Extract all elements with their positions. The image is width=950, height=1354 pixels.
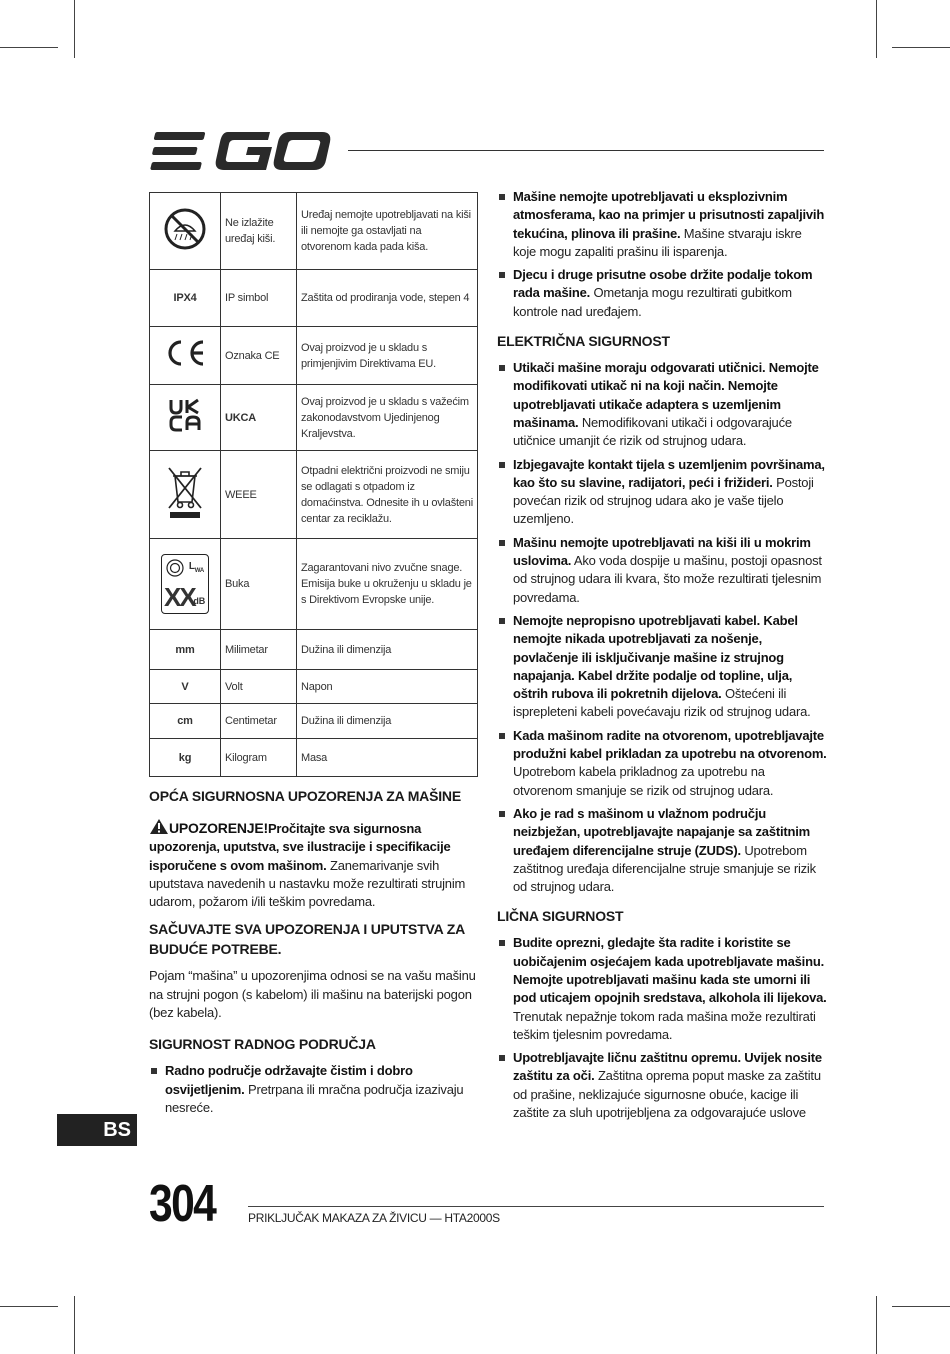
symbol-cell: kg — [150, 739, 221, 777]
item-text: Ako voda dospije u mašinu, postoji opasnost od strujnog udara ili kvara, što može rezultirati tjelesnim povredama. — [513, 553, 822, 605]
warning-paragraph — [149, 818, 477, 911]
symbol-description: Zaštita od prodiranja vode, stepen 4 — [297, 270, 478, 327]
symbol-name: Kilogram — [221, 739, 297, 777]
item-bold: Ako je rad s mašinom u vlažnom području neizbježan, upotrebljavajte napajanje sa zaštitnim uređajem diferencijalne struje (ZUDS). — [513, 805, 811, 858]
symbol-cell: cm — [150, 704, 221, 739]
item-text: Pretrpana ili mračna područja izazivaju nesreće. — [165, 1081, 464, 1115]
list-item — [497, 266, 827, 321]
item-bold: Budite oprezni, gledajte šta radite i koristite se uobičajenim osjećajem kada upotrebljavate mašinu. Nemojte upotrebljavati mašinu kada ste umorni ili pod uticajem opojnih sredstava, alkohola ili lijekova. — [513, 935, 827, 1006]
top-list — [497, 188, 827, 321]
table-row — [150, 704, 478, 739]
section-heading: LIČNA SIGURNOST — [497, 908, 624, 925]
symbol-cell — [150, 451, 221, 539]
item-bold: Djecu i druge prisutne osobe držite podalje tokom rada mašine. — [513, 267, 813, 301]
item-text: Trenutak nepažnje tokom rada mašina može rezultirati teškim tjelesnim povredama. — [513, 1008, 816, 1042]
electric-list — [497, 359, 827, 896]
weee-bin-icon — [165, 464, 205, 520]
table-row — [150, 670, 478, 704]
crop-mark — [892, 47, 950, 48]
ukca-mark-icon — [168, 398, 202, 432]
table-row — [150, 327, 478, 385]
symbol-description: Otpadni električni proizvodi ne smiju se odlagati s otpadom iz domaćinstva. Odnesite ih u ovlašteni centar za reciklažu. — [297, 451, 478, 539]
item-bold: Utikači mašine moraju odgovarati utičnici. Nemojte modifikovati utikač ni na koji način. Nemojte upotrebljavati utikače adaptera s uzemljenim mašinama. — [513, 360, 819, 430]
section-heading: ELEKTRIČNA SIGURNOST — [497, 333, 670, 350]
header-rule — [348, 150, 824, 151]
section-heading: SIGURNOST RADNOG PODRUČJA — [149, 1036, 376, 1053]
symbol-description: Napon — [297, 670, 478, 704]
warning-label: UPOZORENJE! — [169, 820, 268, 836]
table-row — [150, 270, 478, 327]
lwa-label: $L_{WA}$ — [188, 561, 204, 574]
no-rain-icon — [163, 207, 207, 251]
symbol-name: Centimetar — [221, 704, 297, 739]
footer-rule — [248, 1206, 824, 1207]
list-item — [497, 534, 827, 607]
symbol-description: Zagarantovani nivo zvučne snage. Emisija buke u okruženju u skladu je s Direktivom Evropske unije. — [297, 539, 478, 630]
symbol-description: Dužina ili dimenzija — [297, 630, 478, 670]
item-bold: Mašinu nemojte upotrebljavati na kiši ili u mokrim uslovima. — [513, 534, 811, 569]
item-bold: Nemojte nepropisno upotrebljavati kabel. Kabel nemojte nikada upotrebljavati za nošenje, povlačenje ili isključivanje mašine iz strujnog napajanja. Kabel držite podalje od topline, ulja, oštrih rubova ili pokretnih dijelova. — [513, 612, 798, 702]
crop-mark — [0, 47, 58, 48]
warning-triangle-icon — [149, 818, 169, 835]
symbol-name: Ne izlažite uređaj kiši. — [221, 193, 297, 270]
item-bold: Radno područje održavajte čistim i dobro osvijetljenim. — [165, 1063, 413, 1097]
crop-mark — [876, 1296, 877, 1354]
symbol-name: Milimetar — [221, 630, 297, 670]
work-area-list — [149, 1062, 477, 1117]
crop-mark — [876, 0, 877, 58]
item-text: Mašine stvaraju iskre koje mogu zapaliti prašinu ili isparenja. — [513, 225, 802, 259]
crop-mark — [892, 1306, 950, 1307]
symbol-cell: mm — [150, 630, 221, 670]
symbol-cell: IPX4 — [150, 270, 221, 327]
item-text: Oštećeni ili isprepleteni kabeli povećavaju rizik od strujnog udara. — [513, 686, 811, 720]
item-text: Zaštitna oprema poput maske za zaštitu od prašine, neklizajuće sigurnosne obuće, kacige ili zaštite za sluh upotrijebljena za odgovarajuće uslove — [513, 1068, 821, 1121]
table-row — [150, 739, 478, 777]
crop-mark — [74, 1296, 75, 1354]
crop-mark — [0, 1306, 58, 1307]
item-text: Postoji povećan rizik od strujnog udara ako je vaše tijelo uzemljeno. — [513, 474, 814, 527]
section-heading: OPĆA SIGURNOSNA UPOZORENJA ZA MAŠINE — [149, 788, 461, 804]
section-heading: SAČUVAJTE SVA UPOZORENJA I UPUTSTVA ZA BUDUĆE POTREBE. — [149, 921, 465, 958]
item-bold: Mašine nemojte upotrebljavati u eksplozivnim atmosferama, kao na primjer u prisutnosti zapaljivih tekućina, plinova ili prašine. — [513, 189, 825, 241]
symbol-cell — [150, 539, 221, 630]
right-column — [497, 188, 827, 1130]
item-text: Upotrebom zaštitnog uređaja diferencijalne struje smanjuje se rizik od strujnog udara. — [513, 842, 816, 895]
symbol-description: Dužina ili dimenzija — [297, 704, 478, 739]
symbol-name: IP simbol — [221, 270, 297, 327]
db-unit: dB — [193, 596, 205, 606]
list-item — [497, 612, 827, 722]
list-item — [497, 188, 827, 261]
item-bold: Izbjegavajte kontakt tijela s uzemljenim površinama, kao što su slavine, radijatori, peći i frižideri. — [513, 456, 825, 490]
symbol-name: UKCA — [221, 385, 297, 451]
left-column — [149, 786, 477, 1125]
noise-value: XX — [164, 582, 195, 612]
symbol-name: Oznaka CE — [221, 327, 297, 385]
symbol-table — [149, 192, 478, 777]
symbol-name: Buka — [221, 539, 297, 630]
symbol-description: Ovaj proizvod je u skladu s primjenjivim Direktivama EU. — [297, 327, 478, 385]
ego-logo-icon — [150, 130, 332, 172]
list-item — [497, 456, 827, 529]
table-row — [150, 539, 478, 630]
item-text: Upotrebom kabela prikladnog za upotrebu na otvorenom smanjuje se rizik od strujnog udara. — [513, 764, 774, 798]
item-text: Ometanja mogu rezultirati gubitkom kontrole nad uređajem. — [513, 285, 792, 319]
item-bold: Upotrebljavajte ličnu zaštitnu opremu. Uvijek nosite zaštitu za oči. — [513, 1050, 822, 1084]
list-item — [149, 1062, 477, 1117]
list-item — [497, 359, 827, 450]
symbol-cell — [150, 385, 221, 451]
list-item — [497, 805, 827, 896]
footer-title: PRIKLJUČAK MAKAZA ZA ŽIVICU — HTA2000S — [248, 1211, 500, 1225]
table-row — [150, 630, 478, 670]
ce-mark-icon — [163, 338, 207, 368]
list-item — [497, 1049, 827, 1122]
warning-text: Zanemarivanje svih uputstava navedenih u nastavku može rezultirati strujnim udarom, požarom i/ili teškim povredama. — [149, 857, 466, 910]
warning-bold-text: Pročitajte sva sigurnosna upozorenja, uputstva, sve ilustracije i specifikacije isporučene s ovom mašinom. — [149, 821, 451, 873]
item-text: Nemodifikovani utikači i odgovarajuće utičnice umanjit će rizik od strujnog udara. — [513, 414, 792, 449]
table-row — [150, 385, 478, 451]
paragraph: Pojam “mašina” u upozorenjima odnosi se na vašu mašinu na strujni pogon (s kabelom) ili mašinu na baterijski pogon (bez kabela). — [149, 968, 476, 1021]
noise-level-icon — [161, 554, 209, 614]
symbol-name: WEEE — [221, 451, 297, 539]
personal-list — [497, 934, 827, 1122]
crop-mark — [74, 0, 75, 58]
list-item — [497, 727, 827, 800]
language-tab: BS — [57, 1114, 137, 1146]
symbol-description: Ovaj proizvod je u skladu s važećim zakonodavstvom Ujedinjenog Kraljevstva. — [297, 385, 478, 451]
table-row — [150, 193, 478, 270]
page-number: 304 — [149, 1175, 216, 1233]
symbol-description: Uređaj nemojte upotrebljavati na kiši ili nemojte ga ostavljati na otvorenom kada pada kiša. — [297, 193, 478, 270]
item-bold: Kada mašinom radite na otvorenom, upotrebljavajte produžni kabel prikladan za upotrebu na otvorenom. — [513, 727, 827, 762]
symbol-description: Masa — [297, 739, 478, 777]
symbol-cell — [150, 327, 221, 385]
symbol-name: Volt — [221, 670, 297, 704]
list-item — [497, 934, 827, 1044]
speaker-icon — [165, 558, 185, 578]
table-row — [150, 451, 478, 539]
symbol-cell: V — [150, 670, 221, 704]
symbol-cell — [150, 193, 221, 270]
